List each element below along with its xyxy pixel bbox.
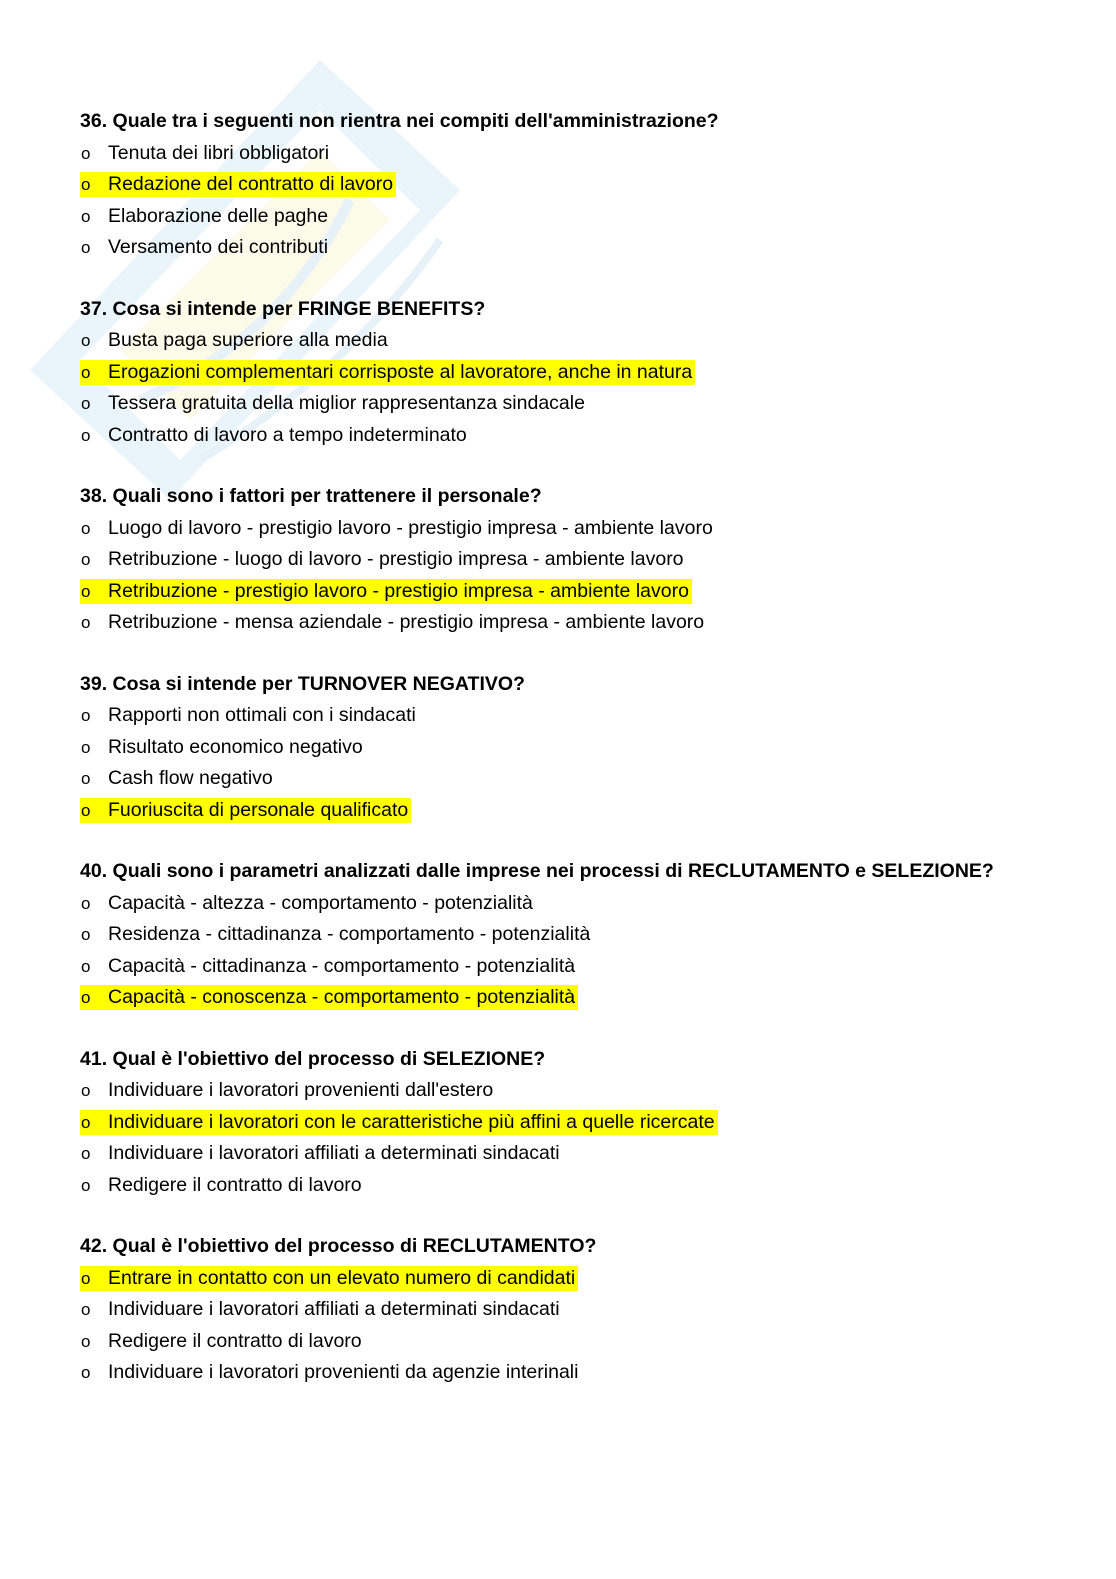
answer-option xyxy=(80,232,1070,264)
bullet-icon: o xyxy=(81,331,91,350)
bullet-icon: o xyxy=(81,737,91,757)
bullet-icon: o xyxy=(81,1363,91,1382)
question-title: 38. Quali sono i fattori per trattenere il personale? xyxy=(80,485,542,507)
answer-option-body xyxy=(80,766,276,791)
question-title: 39. Cosa si intende per TURNOVER NEGATIVO? xyxy=(80,672,525,695)
bullet-icon: o xyxy=(81,143,91,163)
answer-option-correct xyxy=(80,357,1070,389)
answer-option-body xyxy=(80,1110,718,1135)
answer-option-body xyxy=(80,1141,563,1166)
bullet-icon: o xyxy=(81,206,91,226)
answer-option xyxy=(80,607,1070,639)
bullet-icon: o xyxy=(81,956,91,976)
bullet-icon: o xyxy=(81,893,91,913)
answer-option-text: Individuare i lavoratori affiliati a determinati sindacati xyxy=(108,1298,560,1320)
question-block-3 xyxy=(80,481,1070,639)
answer-option-body xyxy=(80,516,716,541)
answer-option-body xyxy=(80,423,470,448)
answer-option xyxy=(80,420,1070,452)
bullet-icon: o xyxy=(81,518,91,538)
answer-option-text: Residenza - cittadinanza - comportamento - potenzialità xyxy=(108,923,591,945)
answer-option-body xyxy=(80,735,366,760)
answer-option-body xyxy=(80,235,331,260)
answer-option-text: Cash flow negativo xyxy=(108,767,273,789)
answer-option xyxy=(80,201,1070,233)
question-block-4 xyxy=(80,669,1070,827)
answer-option xyxy=(80,1326,1070,1358)
answer-option-body xyxy=(80,1173,365,1198)
bullet-icon: o xyxy=(81,706,91,725)
answer-option-body xyxy=(80,328,391,353)
answer-option-text: Capacità - altezza - comportamento - potenzialità xyxy=(108,891,533,914)
answer-option xyxy=(80,138,1070,170)
answer-option-text: Contratto di lavoro a tempo indeterminato xyxy=(108,423,467,446)
answer-option-text: Busta paga superiore alla media xyxy=(108,329,388,351)
answer-option-text: Erogazioni complementari corrisposte al lavoratore, anche in natura xyxy=(108,360,693,383)
answer-option-body xyxy=(80,922,593,947)
question-block-6 xyxy=(80,1044,1070,1202)
answer-option-text: Versamento dei contributi xyxy=(108,236,329,258)
answer-option xyxy=(80,1357,1070,1389)
answer-option-text: Capacità - cittadinanza - comportamento - potenzialità xyxy=(108,954,576,977)
answer-option xyxy=(80,513,1070,545)
bullet-icon: o xyxy=(81,988,91,1007)
answer-option-correct xyxy=(80,576,1070,608)
quiz-page xyxy=(80,106,1070,1419)
answer-option-correct xyxy=(80,1107,1070,1139)
answer-option-text: Tessera gratuita della miglior rappresentanza sindacale xyxy=(108,392,585,414)
bullet-icon: o xyxy=(81,1268,91,1288)
answer-option-body xyxy=(80,610,707,635)
question-block-5 xyxy=(80,856,1070,1014)
answer-option xyxy=(80,732,1070,764)
question-title: 37. Cosa si intende per FRINGE BENEFITS? xyxy=(80,297,486,320)
answer-option-body xyxy=(80,954,578,979)
answer-option-text: Entrare in contatto con un elevato numero di candidati xyxy=(108,1266,576,1289)
bullet-icon: o xyxy=(81,1112,91,1132)
answer-option-text: Retribuzione - mensa aziendale - prestigio impresa - ambiente lavoro xyxy=(108,611,705,633)
question-block-7 xyxy=(80,1231,1070,1389)
answer-option-text: Individuare i lavoratori affiliati a determinati sindacati xyxy=(108,1142,560,1164)
answer-option-text: Individuare i lavoratori provenienti dall'estero xyxy=(108,1079,494,1101)
answer-option-correct xyxy=(80,1263,1070,1295)
answer-option-body xyxy=(80,579,692,604)
options-list xyxy=(80,1263,1070,1389)
bullet-icon: o xyxy=(81,1144,91,1163)
answer-option xyxy=(80,700,1070,732)
question-title: 40. Quali sono i parametri analizzati dalle imprese nei processi di RECLUTAMENTO e SELEZIONE? xyxy=(80,860,994,882)
answer-option-text: Capacità - conoscenza - comportamento - potenzialità xyxy=(108,986,576,1008)
answer-option-text: Individuare i lavoratori con le caratteristiche più affini a quelle ricercate xyxy=(108,1110,715,1133)
answer-option-body xyxy=(80,547,687,572)
answer-option xyxy=(80,388,1070,420)
answer-option xyxy=(80,1294,1070,1326)
answer-option-body xyxy=(80,891,536,916)
answer-option-text: Fuoriuscita di personale qualificato xyxy=(108,798,409,821)
bullet-icon: o xyxy=(81,550,91,569)
answer-option-body xyxy=(80,1329,365,1354)
question-block-2 xyxy=(80,294,1070,452)
bullet-icon: o xyxy=(81,425,91,445)
answer-option-body xyxy=(80,1266,578,1291)
answer-option xyxy=(80,763,1070,795)
question-title: 36. Quale tra i seguenti non rientra nei compiti dell'amministrazione? xyxy=(80,110,719,132)
answer-option-text: Redigere il contratto di lavoro xyxy=(108,1173,362,1196)
question-title: 41. Qual è l'obiettivo del processo di SELEZIONE? xyxy=(80,1047,546,1070)
answer-option-text: Retribuzione - prestigio lavoro - prestigio impresa - ambiente lavoro xyxy=(108,579,689,602)
answer-option-body xyxy=(80,1297,563,1322)
answer-option-body xyxy=(80,985,578,1010)
answer-option xyxy=(80,1138,1070,1170)
answer-option-correct xyxy=(80,169,1070,201)
answer-option xyxy=(80,919,1070,951)
answer-option xyxy=(80,544,1070,576)
answer-option-body xyxy=(80,1078,496,1103)
answer-option-text: Tenuta dei libri obbligatori xyxy=(108,141,330,164)
bullet-icon: o xyxy=(81,769,91,788)
options-list xyxy=(80,1075,1070,1201)
answer-option xyxy=(80,951,1070,983)
answer-option-text: Elaborazione delle paghe xyxy=(108,204,329,227)
bullet-icon: o xyxy=(81,800,91,820)
bullet-icon: o xyxy=(81,175,91,194)
options-list xyxy=(80,700,1070,826)
bullet-icon: o xyxy=(81,1331,91,1351)
answer-option-text: Luogo di lavoro - prestigio lavoro - prestigio impresa - ambiente lavoro xyxy=(108,516,713,539)
answer-option-correct xyxy=(80,795,1070,827)
answer-option-text: Redazione del contratto di lavoro xyxy=(108,173,394,195)
answer-option-text: Rapporti non ottimali con i sindacati xyxy=(108,704,416,726)
bullet-icon: o xyxy=(81,613,91,632)
answer-option-text: Redigere il contratto di lavoro xyxy=(108,1329,362,1352)
bullet-icon: o xyxy=(81,394,91,413)
answer-option xyxy=(80,325,1070,357)
bullet-icon: o xyxy=(81,362,91,382)
answer-option-body xyxy=(80,703,419,728)
answer-option xyxy=(80,888,1070,920)
bullet-icon: o xyxy=(81,238,91,257)
answer-option-body xyxy=(80,172,396,197)
answer-option-body xyxy=(80,360,695,385)
answer-option-text: Individuare i lavoratori provenienti da agenzie interinali xyxy=(108,1361,579,1383)
bullet-icon: o xyxy=(81,1081,91,1100)
options-list xyxy=(80,888,1070,1014)
options-list xyxy=(80,325,1070,451)
answer-option-body xyxy=(80,204,331,229)
bullet-icon: o xyxy=(81,1175,91,1195)
answer-option-correct xyxy=(80,982,1070,1014)
answer-option xyxy=(80,1075,1070,1107)
bullet-icon: o xyxy=(81,581,91,601)
answer-option-body xyxy=(80,141,332,166)
answer-option-body xyxy=(80,798,411,823)
answer-option-body xyxy=(80,1360,581,1385)
question-block-1 xyxy=(80,106,1070,264)
answer-option-text: Retribuzione - luogo di lavoro - prestigio impresa - ambiente lavoro xyxy=(108,548,684,570)
bullet-icon: o xyxy=(81,925,91,944)
answer-option-body xyxy=(80,391,588,416)
question-title: 42. Qual è l'obiettivo del processo di RECLUTAMENTO? xyxy=(80,1235,597,1257)
answer-option-text: Risultato economico negativo xyxy=(108,735,363,758)
options-list xyxy=(80,138,1070,264)
answer-option xyxy=(80,1170,1070,1202)
options-list xyxy=(80,513,1070,639)
bullet-icon: o xyxy=(81,1300,91,1319)
